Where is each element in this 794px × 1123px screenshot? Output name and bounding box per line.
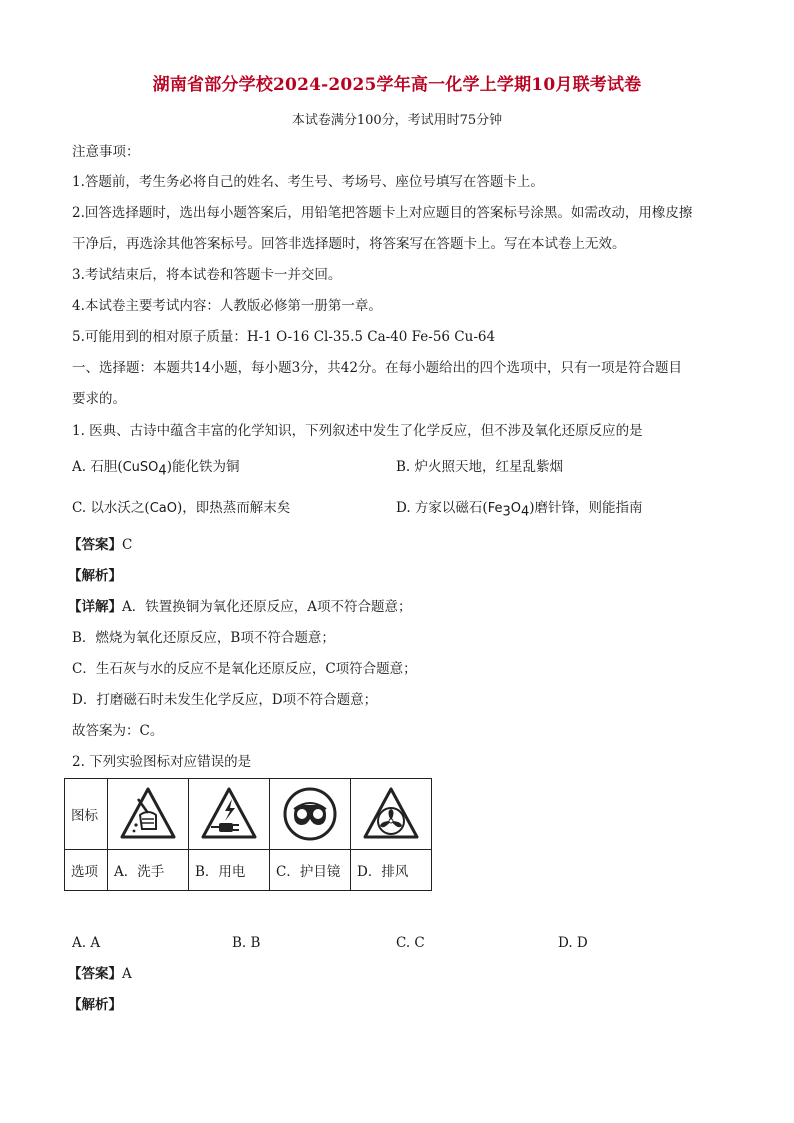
question-1-stem: 1. 医典、古诗中蕴含丰富的化学知识，下列叙述中发生了化学反应，但不涉及氧化还原反应的是 [72, 423, 643, 439]
ventilation-fan-icon [351, 779, 432, 850]
section-heading: 一、选择题：本题共14小题，每小题3分，共42分。在每小题给出的四个选项中，只有一项是符合题目 [72, 360, 682, 376]
q2-answer: 【答案】A [68, 966, 132, 982]
q1-option-c: C. 以水沃之(CaO)，即热蒸而解末矣 [72, 500, 291, 516]
notice-item-3: 3.考试结束后，将本试卷和答题卡一并交回。 [72, 267, 342, 283]
page-subtitle: 本试卷满分100分，考试用时75分钟 [291, 113, 503, 128]
q2-choice-b: B. B [232, 935, 261, 951]
section-heading-cont: 要求的。 [72, 391, 126, 407]
q1-answer: 【答案】C [68, 537, 133, 553]
label-d: D．排风 [351, 850, 432, 891]
q1-analysis-label: 【解析】 [68, 568, 122, 584]
hand-wash-icon [108, 779, 189, 850]
notice-item-1: 1.答题前，考生务必将自己的姓名、考生号、考场号、座位号填写在答题卡上。 [72, 174, 544, 190]
q1-detail-b: B．燃烧为氧化还原反应，B项不符合题意； [72, 630, 335, 646]
label-a: A．洗手 [108, 850, 189, 891]
label-row-header: 选项 [65, 850, 108, 891]
label-row [65, 850, 432, 891]
notice-item-2: 2.回答选择题时，选出每小题答案后，用铅笔把答题卡上对应题目的答案标号涂黑。如需改动，用橡皮擦 [72, 205, 693, 221]
q2-analysis-label: 【解析】 [68, 997, 122, 1013]
page-title: 湖南省部分学校2024-2025学年高一化学上学期10月联考试卷 [152, 75, 642, 95]
icon-row-header: 图标 [65, 779, 108, 850]
q1-detail-c: C．生石灰与水的反应不是氧化还原反应，C项符合题意； [72, 661, 417, 677]
q1-detail-d: D．打磨磁石时未发生化学反应，D项不符合题意； [72, 692, 378, 708]
notice-item-5: 5.可能用到的相对原子质量：H-1 O-16 Cl-35.5 Ca-40 Fe-56 Cu-64 [72, 329, 496, 345]
q2-choice-c: C. C [396, 935, 425, 951]
question-2-stem: 2. 下列实验图标对应错误的是 [72, 754, 252, 770]
q1-conclusion: 故答案为：C。 [72, 723, 164, 739]
q1-option-a: A. 石胆(CuSO$_4$)能化铁为铜 [72, 459, 240, 479]
q1-option-d: D. 方家以磁石$(Fe_3O_4)$磨针锋，则能指南 [396, 500, 643, 520]
notice-heading: 注意事项： [72, 144, 140, 160]
eye-protection-icon [270, 779, 351, 850]
notice-item-2-cont: 干净后，再选涂其他答案标号。回答非选择题时，将答案写在答题卡上。写在本试卷上无效。 [72, 236, 626, 252]
label-c: C．护目镜 [270, 850, 351, 891]
q1-detail-a: 【详解】A．铁置换铜为氧化还原反应，A项不符合题意； [68, 599, 412, 615]
q1-option-b: B. 炉火照天地，红星乱紫烟 [396, 459, 564, 475]
q2-choice-d: D. D [558, 935, 588, 951]
label-b: B．用电 [189, 850, 270, 891]
icon-row [65, 779, 432, 850]
electricity-icon [189, 779, 270, 850]
notice-item-4: 4.本试卷主要考试内容：人教版必修第一册第一章。 [72, 298, 382, 314]
q2-choice-a: A. A [72, 935, 101, 951]
icon-table [64, 778, 432, 891]
